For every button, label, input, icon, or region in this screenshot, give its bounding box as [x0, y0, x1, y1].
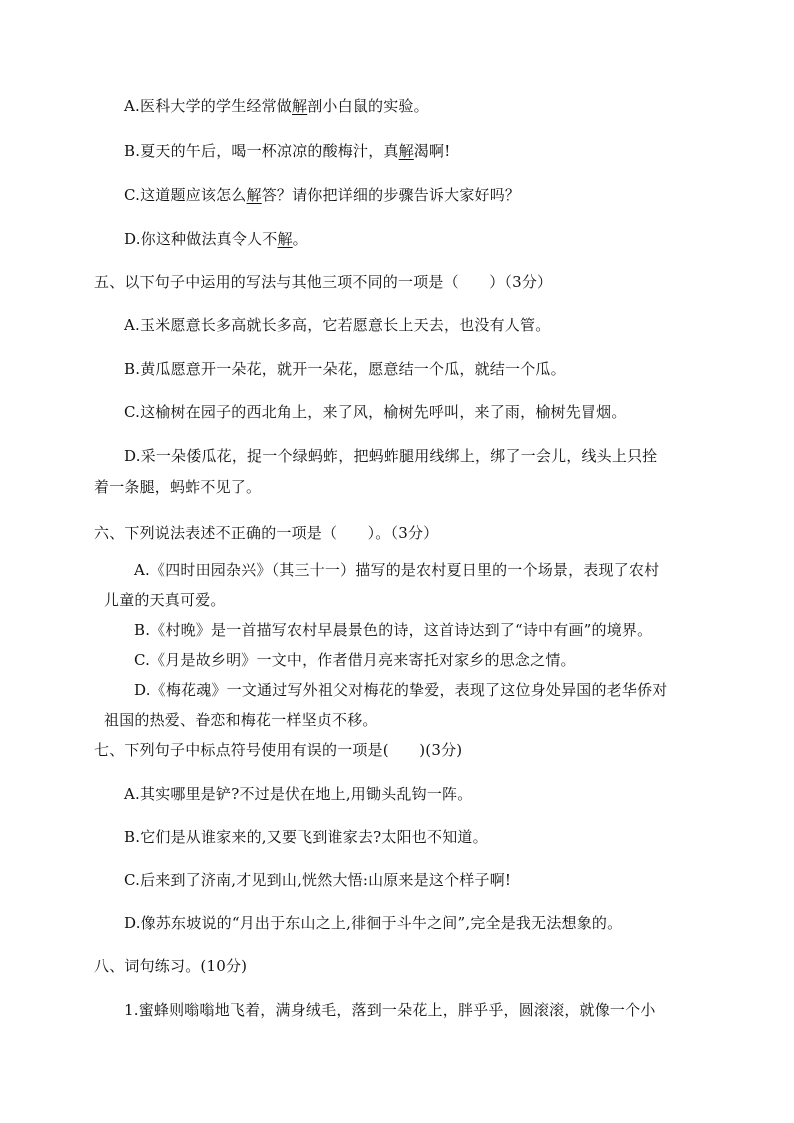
q6-option-a-line1: A.《四时田园杂兴》（其三十一）描写的是农村夏日里的一个场景，表现了农村	[134, 561, 660, 579]
q4-option-c-underlined: 解	[246, 186, 262, 204]
q7-option-d: D.像苏东坡说的“月出于东山之上,徘徊于斗牛之间”,完全是我无法想象的。	[124, 914, 623, 932]
q4-option-a-text-end: 剖小白鼠的实验。	[307, 97, 429, 115]
q6-option-d-line1: D.《梅花魂》一文通过写外祖父对梅花的挚爱，表现了这位身处异国的老华侨对	[134, 681, 668, 699]
q8-item-1: 1.蜜蜂则嗡嗡地飞着，满身绒毛，落到一朵花上，胖乎乎，圆滚滚，就像一个小	[124, 1001, 656, 1019]
q5-option-a: A.玉米愿意长多高就长多高，它若愿意长上天去，也没有人管。	[124, 316, 551, 334]
q4-option-c-text: C.这道题应该怎么	[124, 186, 247, 204]
q8-title: 八、词句练习。(10分)	[94, 957, 248, 975]
q5-option-b: B.黄瓜愿意开一朵花，就开一朵花，愿意结一个瓜，就结一个瓜。	[124, 360, 566, 378]
q4-option-c	[124, 185, 520, 205]
q4-option-d-text: D.你这种做法真令人不	[124, 230, 278, 248]
q7-option-a: A.其实哪里是铲?不过是伏在地上,用锄头乱钩一阵。	[124, 785, 473, 803]
q7-option-b: B.它们是从谁家来的,又要飞到谁家去?太阳也不知道。	[124, 828, 488, 846]
q4-option-d-underlined: 解	[277, 230, 293, 248]
q4-option-b-text: B.夏天的午后，喝一杯凉凉的酸梅汁，真	[124, 142, 399, 160]
q7-title: 七、下列句子中标点符号使用有误的一项是( )(3分)	[94, 741, 463, 759]
q6-option-b: B.《村晚》是一首描写农村早晨景色的诗，这首诗达到了“诗中有画”的境界。	[134, 621, 653, 639]
q4-option-d-text-end: 。	[292, 230, 308, 248]
q4-option-d	[124, 229, 308, 249]
q5-option-c: C.这榆树在园子的西北角上，来了风，榆树先呼叫，来了雨，榆树先冒烟。	[124, 403, 627, 421]
q4-option-b-underlined: 解	[398, 142, 414, 160]
q7-option-c: C.后来到了济南,才见到山,恍然大悟:山原来是这个样子啊!	[124, 871, 512, 889]
q4-option-c-text-end: 答？请你把详细的步骤告诉大家好吗？	[261, 186, 521, 204]
q6-option-c: C.《月是故乡明》一文中，作者借月亮来寄托对家乡的思念之情。	[134, 651, 576, 669]
q4-option-a-underlined: 解	[292, 97, 308, 115]
q4-option-b-text-end: 渴啊!	[413, 142, 451, 160]
q5-title: 五、以下句子中运用的写法与其他三项不同的一项是（ ）（3分）	[94, 273, 553, 291]
q6-title: 六、下列说法表述不正确的一项是（ ）。（3分）	[94, 524, 439, 542]
q4-option-b	[124, 141, 450, 161]
q5-option-d-line1: D.采一朵倭瓜花，捉一个绿蚂蚱，把蚂蚱腿用线绑上，绑了一会儿，线头上只拴	[124, 447, 658, 465]
q5-option-d-line2: 着一条腿，蚂蚱不见了。	[94, 478, 262, 496]
q4-option-a-text: A.医科大学的学生经常做	[124, 97, 293, 115]
q6-option-d-line2: 祖国的热爱、眷恋和梅花一样坚贞不移。	[104, 711, 378, 729]
q4-option-a	[124, 96, 429, 116]
q6-option-a-line2: 儿童的天真可爱。	[104, 591, 226, 609]
